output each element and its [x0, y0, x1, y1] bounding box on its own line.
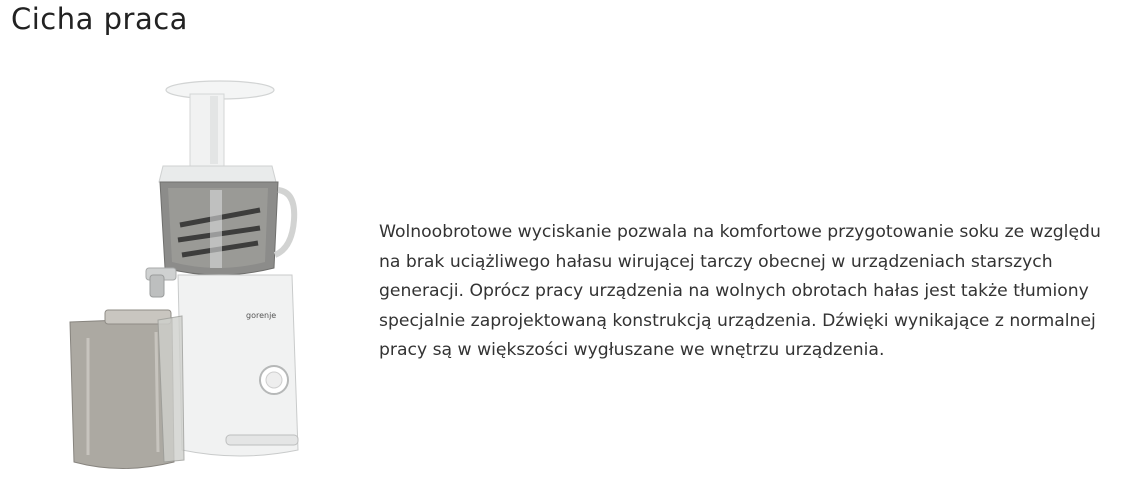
brand-logo: gorenje [246, 311, 277, 320]
hopper-neck [190, 94, 224, 166]
section-title: Cicha praca [11, 2, 188, 36]
bowl-lid [159, 166, 276, 182]
juicer-base [178, 275, 298, 456]
juicer-product-image [60, 70, 330, 480]
description-text: Wolnoobrotowe wyciskanie pozwala na komfortowe przygotowanie soku ze względu na brak uciążliwego hałasu wirującej tarczy obecnej w urządzeniach starszych generacji. Oprócz pracy urządzenia na wolnych obrotach hałas jest także tłumiony specjalnie zaprojektowaną konstrukcją urządzenia. Dźwięki wynikające z normalnej pracy są w większości wygłuszane we wnętrzu urządzenia. [379, 222, 1101, 360]
